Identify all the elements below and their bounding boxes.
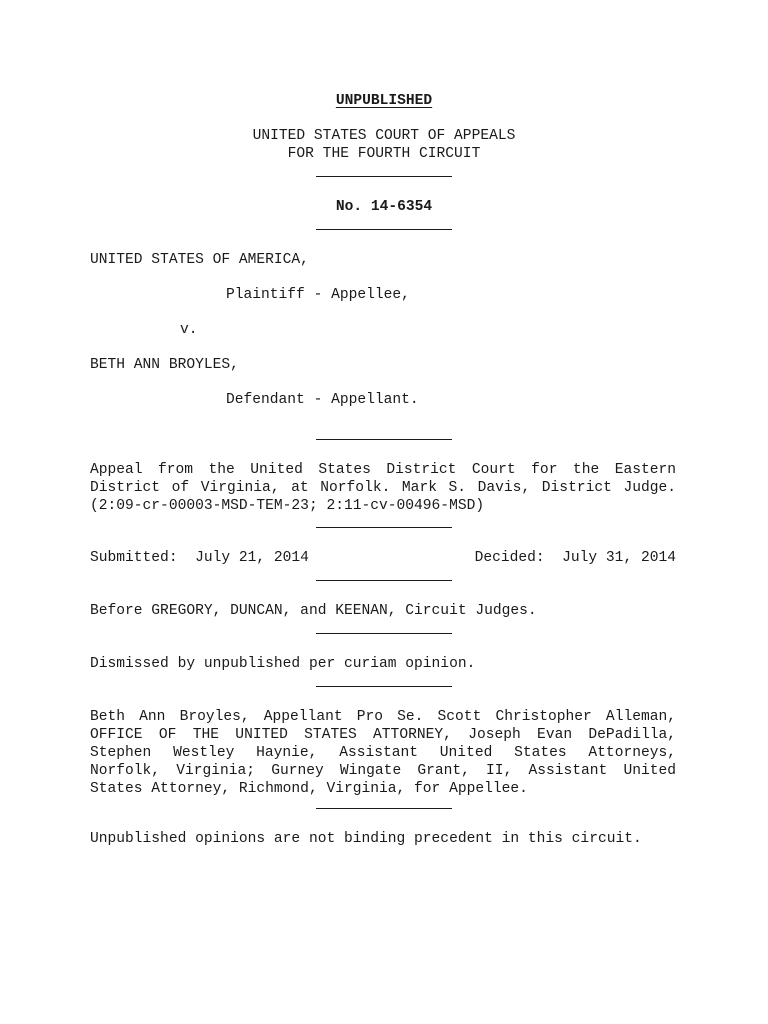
disposition: Dismissed by unpublished per curiam opinion. <box>90 656 476 672</box>
divider-rule <box>316 808 452 809</box>
case-number: No. 14-6354 <box>335 199 433 215</box>
divider-rule <box>316 633 452 634</box>
divider-rule <box>316 527 452 528</box>
plaintiff-name: UNITED STATES OF AMERICA, <box>90 252 309 268</box>
court-name-line1: UNITED STATES COURT OF APPEALS <box>252 128 516 144</box>
defendant-role: Defendant - Appellant. <box>226 392 419 408</box>
defendant-name: BETH ANN BROYLES, <box>90 357 239 373</box>
precedent-note: Unpublished opinions are not binding precedent in this circuit. <box>90 831 642 847</box>
plaintiff-role: Plaintiff - Appellee, <box>226 287 410 303</box>
appeal-paragraph: Appeal from the United States District Court for the Eastern District of Virginia, at Norfolk. Mark S. Davis, District Judge. (2:09-cr-00003-MSD-TEM-23; 2:11-cv-00496-MSD) <box>90 462 676 514</box>
submitted-date: Submitted: July 21, 2014 <box>90 550 309 566</box>
divider-rule <box>316 439 452 440</box>
divider-rule <box>316 176 452 177</box>
unpublished-heading: UNPUBLISHED <box>335 93 433 109</box>
versus-label: v. <box>180 322 198 338</box>
divider-rule <box>316 580 452 581</box>
decided-date: Decided: July 31, 2014 <box>474 550 676 566</box>
court-name-line2: FOR THE FOURTH CIRCUIT <box>287 146 481 162</box>
counsel-paragraph: Beth Ann Broyles, Appellant Pro Se. Scott Christopher Alleman, OFFICE OF THE UNITED STATES ATTORNEY, Joseph Evan DePadilla, Stephen Westley Haynie, Assistant United States Attorneys, Norfolk, Virginia; Gurney Wingate Grant, II, Assistant United States Attorney, Richmond, Virginia, for Appellee. <box>90 709 676 797</box>
divider-rule <box>316 686 452 687</box>
panel-judges: Before GREGORY, DUNCAN, and KEENAN, Circuit Judges. <box>90 603 537 619</box>
divider-rule <box>316 229 452 230</box>
